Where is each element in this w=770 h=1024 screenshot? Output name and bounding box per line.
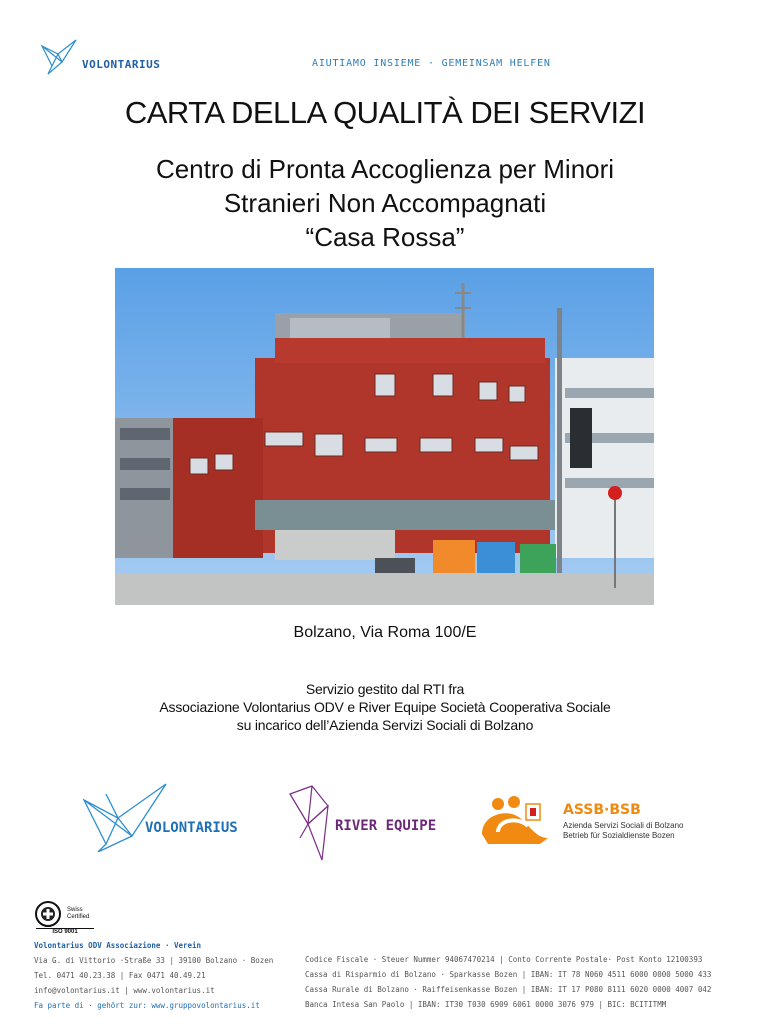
footer-left bbox=[34, 938, 273, 1013]
assb-logo-name: ASSB·BSB bbox=[563, 802, 641, 818]
volontarius-bird-logo-icon bbox=[80, 780, 170, 852]
address: Bolzano, Via Roma 100/E bbox=[293, 624, 477, 641]
assb-logo-line-1: Azienda Servizi Sociali di Bolzano bbox=[563, 821, 684, 830]
volontarius-bird-icon bbox=[38, 36, 80, 78]
footer-bank-3: Banca Intesa San Paolo | IBAN: IT30 T030 6909 6061 0000 3076 979 | BIC: BCITITMM bbox=[305, 1000, 667, 1009]
swiss-certified-seal-icon bbox=[34, 900, 64, 928]
document-title: CARTA DELLA QUALITÀ DEI SERVIZI bbox=[124, 95, 646, 130]
managed-by-line-2: Associazione Volontarius ODV e River Equipe Società Cooperativa Sociale bbox=[159, 699, 611, 715]
assb-logo-line-2: Betrieb für Sozialdienste Bozen bbox=[563, 831, 675, 840]
document-subtitle bbox=[0, 152, 770, 254]
footer-group-link[interactable]: Fa parte di · gehört zur: www.gruppovolontarius.it bbox=[34, 1001, 260, 1010]
managed-by-block bbox=[0, 680, 770, 734]
footer-bank-2: Cassa Rurale di Bolzano · Raiffeisenkasse Bozen | IBAN: IT 17 P080 8111 6020 0000 4007 042 bbox=[305, 985, 712, 994]
header-tagline: AIUTIAMO INSIEME · GEMEINSAM HELFEN bbox=[312, 58, 551, 69]
iso-certification-badge bbox=[34, 900, 96, 938]
footer-address: Via G. di Vittorio ·Straße 33 | 39100 Bolzano · Bozen bbox=[34, 956, 274, 965]
iso-standard: ISO 9001 bbox=[36, 928, 94, 935]
footer-heading: Volontarius ODV Associazione · Verein bbox=[34, 941, 202, 950]
footer-phone: Tel. 0471 40.23.38 | Fax 0471 40.49.21 bbox=[34, 971, 206, 980]
river-equipe-logo-text: RIVER EQUIPE bbox=[335, 818, 437, 834]
footer-tax-info: Codice Fiscale · Steuer Nummer 94067470214 | Conto Corrente Postale· Post Konto 12100393 bbox=[305, 955, 703, 964]
managed-by-line-3: su incarico dell’Azienda Servizi Sociali di Bolzano bbox=[236, 717, 534, 733]
building-photo bbox=[115, 268, 654, 605]
river-equipe-star-icon bbox=[282, 780, 338, 870]
footer-email[interactable]: info@volontarius.it | www.volontarius.it bbox=[34, 986, 215, 995]
volontarius-header-logo bbox=[38, 36, 178, 84]
subtitle-line-2: Stranieri Non Accompagnati bbox=[223, 188, 547, 218]
managed-by-line-1: Servizio gestito dal RTI fra bbox=[305, 681, 465, 697]
footer-bank-1: Cassa di Risparmio di Bolzano · Sparkasse Bozen | IBAN: IT 78 N060 4511 6000 0000 5000 433 bbox=[305, 970, 712, 979]
subtitle-line-3: “Casa Rossa” bbox=[305, 222, 465, 252]
subtitle-line-1: Centro di Pronta Accoglienza per Minori bbox=[155, 154, 615, 184]
footer-right bbox=[305, 952, 711, 1012]
river-equipe-logo bbox=[282, 780, 472, 870]
volontarius-logo-text: VOLONTARIUS bbox=[145, 820, 238, 836]
assb-bsb-logo bbox=[478, 794, 718, 854]
assb-figures-icon bbox=[478, 794, 560, 844]
header-brand-name: VOLONTARIUS bbox=[82, 58, 161, 71]
certification-text: Swiss Certified bbox=[67, 907, 90, 920]
volontarius-logo bbox=[80, 780, 270, 860]
